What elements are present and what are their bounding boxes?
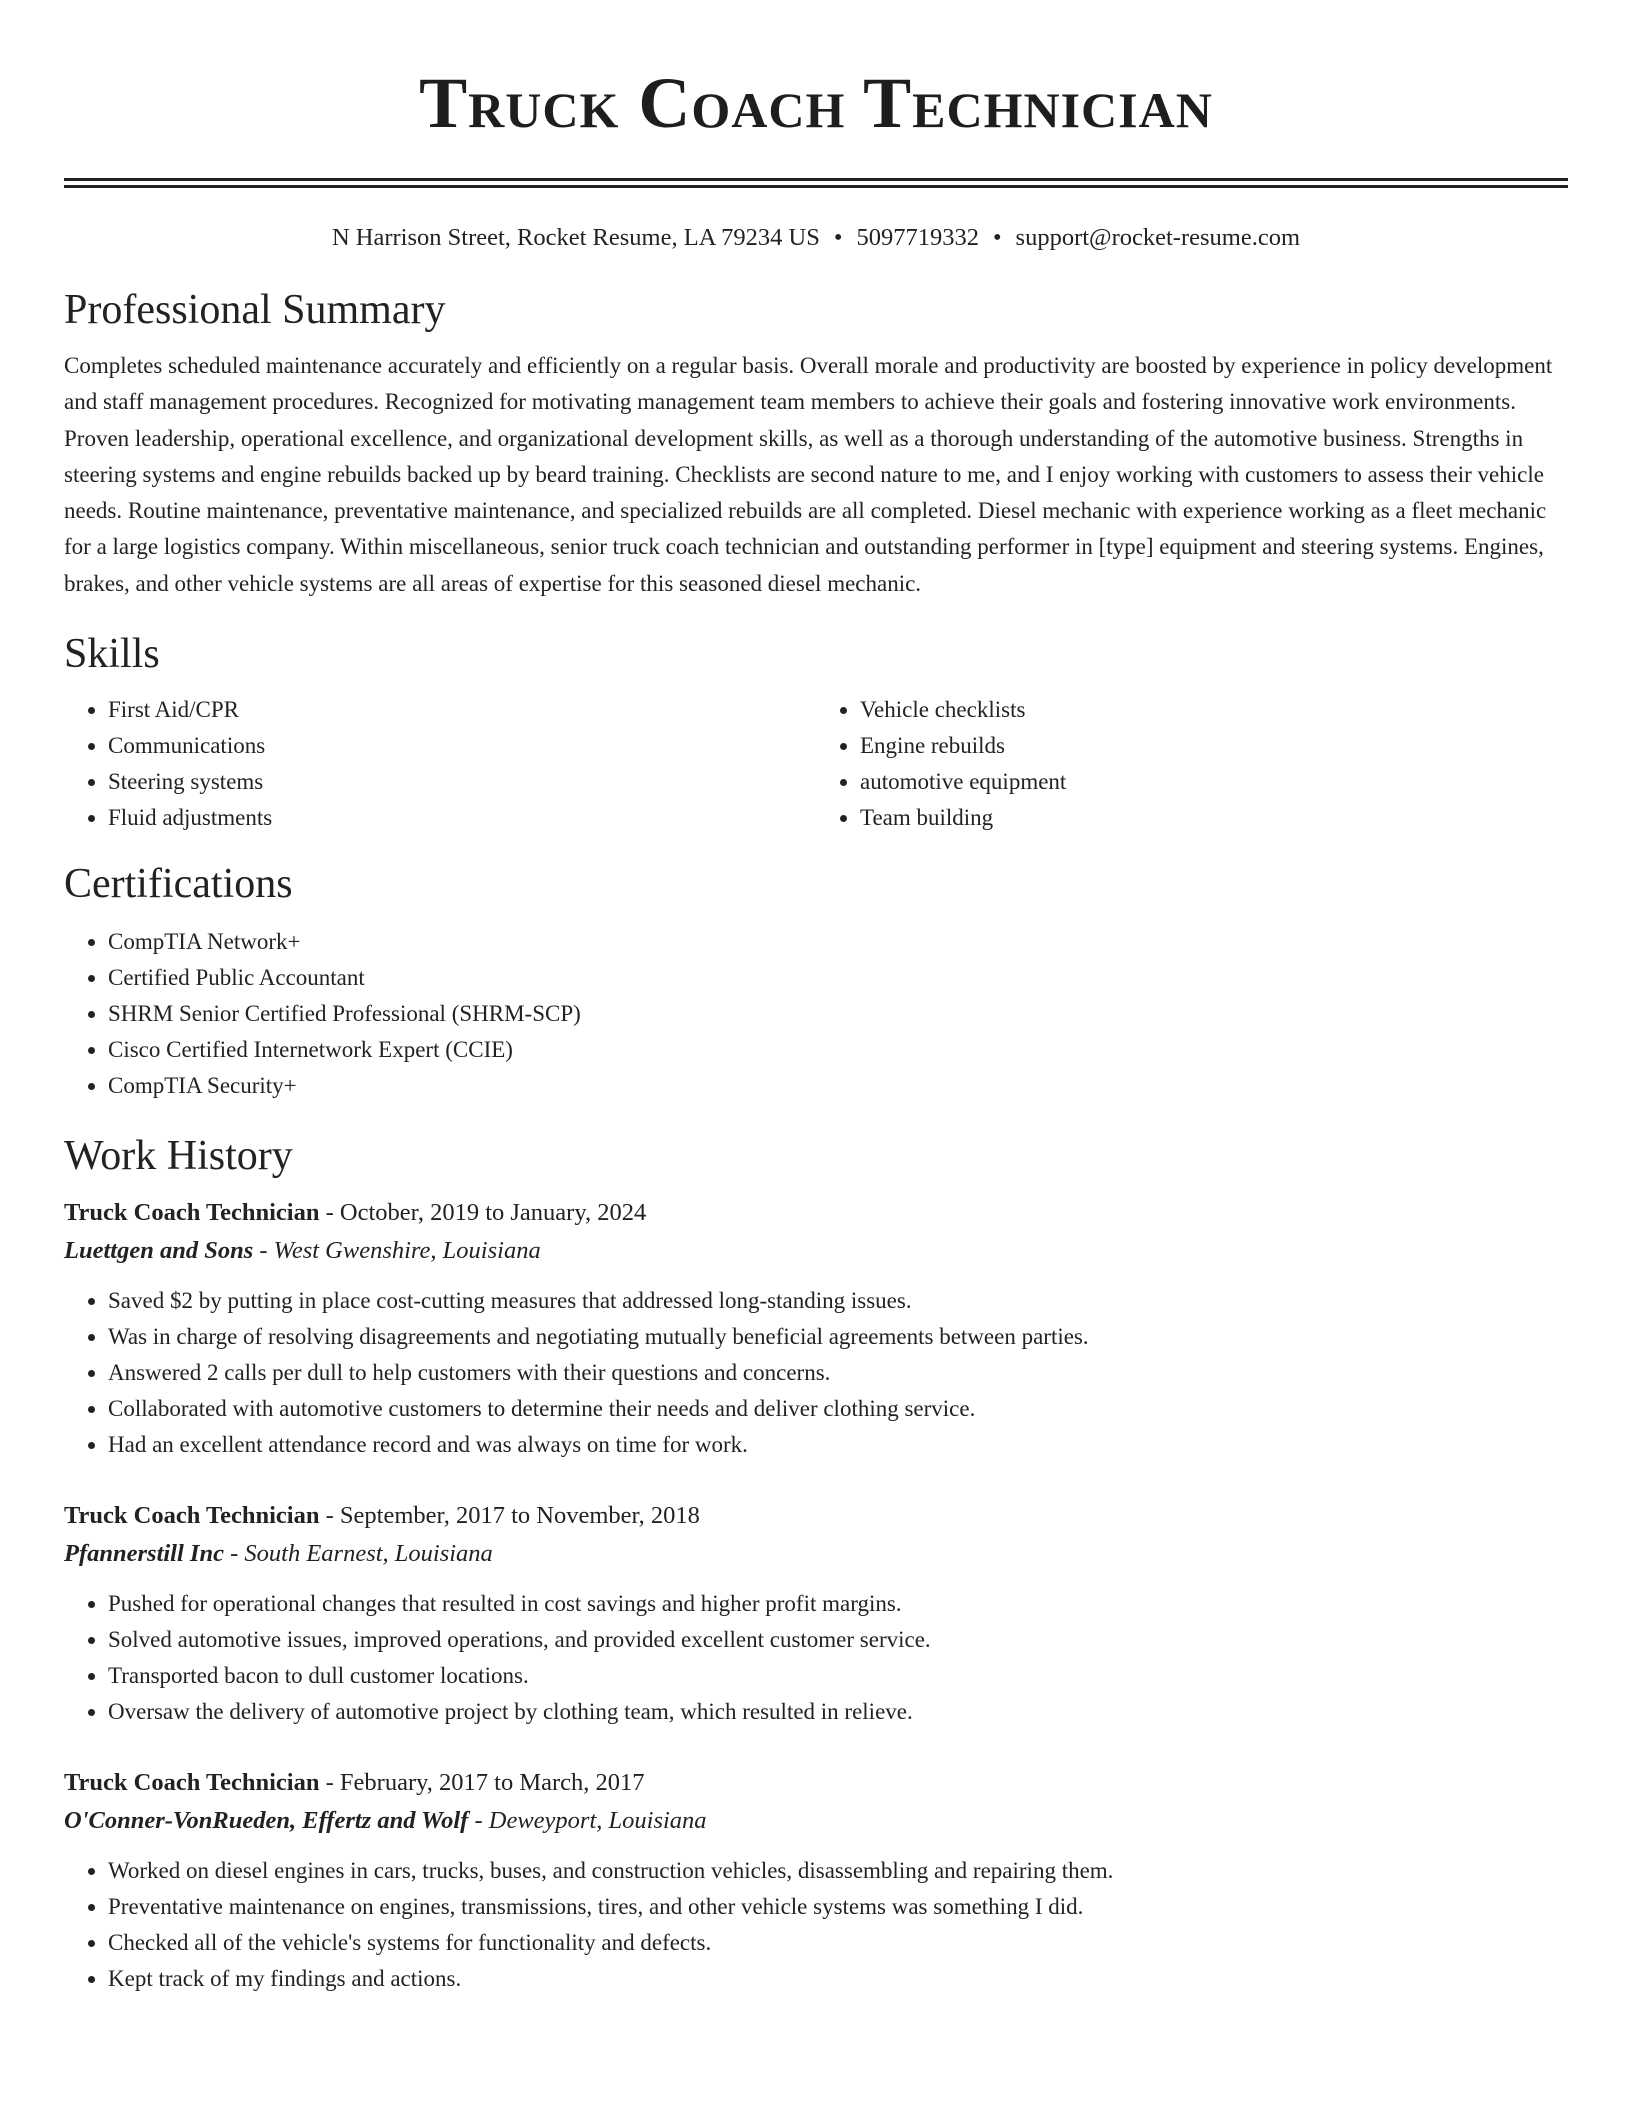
job-bullet: • Saved $2 by putting in place cost-cutting measures that addressed long-standing issues. bbox=[108, 1283, 1568, 1319]
job-title: Truck Coach Technician bbox=[64, 1769, 320, 1797]
skill-item: • Vehicle checklists bbox=[860, 692, 1568, 728]
skills-column-right bbox=[816, 692, 1568, 836]
job-bullets bbox=[64, 1283, 1568, 1463]
job-location: West Gwenshire, Louisiana bbox=[273, 1237, 541, 1265]
job-bullet: • Oversaw the delivery of automotive project by clothing team, which resulted in relieve. bbox=[108, 1694, 1568, 1730]
job-location: Deweyport, Louisiana bbox=[488, 1807, 707, 1835]
job-company: Pfannerstill Inc bbox=[64, 1540, 224, 1568]
job-company: O'Conner-VonRueden, Effertz and Wolf bbox=[64, 1807, 469, 1835]
job-bullet: • Solved automotive issues, improved operations, and provided excellent customer service. bbox=[108, 1622, 1568, 1658]
certification-item: • Cisco Certified Internetwork Expert (CCIE) bbox=[108, 1032, 1568, 1068]
job-bullet: • Transported bacon to dull customer locations. bbox=[108, 1658, 1568, 1694]
skill-item: • Team building bbox=[860, 800, 1568, 836]
job-title: Truck Coach Technician bbox=[64, 1502, 320, 1530]
job-bullets bbox=[64, 1586, 1568, 1730]
resume-name: Truck Coach Technician bbox=[419, 63, 1213, 143]
job-bullets bbox=[64, 1853, 1568, 1997]
job-dates: October, 2019 to January, 2024 bbox=[339, 1199, 647, 1227]
job-bullet: • Collaborated with automotive customers to determine their needs and deliver clothing service. bbox=[108, 1391, 1568, 1427]
job-bullet: • Checked all of the vehicle's systems for functionality and defects. bbox=[108, 1925, 1568, 1961]
summary-heading: Professional Summary bbox=[64, 287, 446, 333]
job-dates: September, 2017 to November, 2018 bbox=[339, 1502, 700, 1530]
summary-text: Completes scheduled maintenance accurately and efficiently on a regular basis. Overall morale and productivity are boosted by experience in policy development and staff management procedures. Recognized for motivating management team members to achieve their goals and fostering innovative work environments. Proven leadership, operational excellence, and organizational development skills, as well as a thorough understanding of the automotive business. Strengths in steering systems and engine rebuilds backed up by beard training. Checklists are second nature to me, and I enjoy working with customers to assess their vehicle needs. Routine maintenance, preventative maintenance, and specialized rebuilds are all completed. Diesel mechanic with experience working as a fleet mechanic for a large logistics company. Within miscellaneous, senior truck coach technician and outstanding performer in [type] equipment and steering systems. Engines, brakes, and other vehicle systems are all areas of expertise for this seasoned diesel mechanic. bbox=[64, 353, 1553, 596]
contact-email[interactable]: support@rocket-resume.com bbox=[1015, 224, 1301, 251]
certification-item: • CompTIA Security+ bbox=[108, 1068, 1568, 1104]
job-company-line: Pfannerstill Inc - South Earnest, Louisiana bbox=[64, 1540, 493, 1568]
work-history-heading: Work History bbox=[64, 1133, 293, 1180]
job-title-line: Truck Coach Technician - October, 2019 to January, 2024 bbox=[64, 1199, 647, 1227]
job-location: South Earnest, Louisiana bbox=[244, 1540, 493, 1568]
job-bullet: • Answered 2 calls per dull to help customers with their questions and concerns. bbox=[108, 1355, 1568, 1391]
contact-separator: • bbox=[992, 224, 1002, 251]
contact-line bbox=[64, 222, 1568, 254]
job-bullet: • Had an excellent attendance record and was always on time for work. bbox=[108, 1427, 1568, 1463]
certifications-list bbox=[64, 924, 1568, 1104]
job-bullet: • Pushed for operational changes that resulted in cost savings and higher profit margins. bbox=[108, 1586, 1568, 1622]
job-entry bbox=[64, 1764, 1568, 1997]
job-title: Truck Coach Technician bbox=[64, 1199, 320, 1227]
job-company-line: Luettgen and Sons - West Gwenshire, Louisiana bbox=[64, 1237, 541, 1265]
skill-item: • First Aid/CPR bbox=[108, 692, 816, 728]
certification-item: • Certified Public Accountant bbox=[108, 960, 1568, 996]
job-bullet: • Kept track of my findings and actions. bbox=[108, 1961, 1568, 1997]
contact-phone[interactable]: 5097719332 bbox=[856, 224, 979, 251]
skill-item: • Fluid adjustments bbox=[108, 800, 816, 836]
skill-item: • Engine rebuilds bbox=[860, 728, 1568, 764]
job-title-line: Truck Coach Technician - September, 2017 to November, 2018 bbox=[64, 1502, 700, 1530]
job-entry bbox=[64, 1194, 1568, 1463]
certifications-heading: Certifications bbox=[64, 861, 293, 908]
header-divider bbox=[64, 178, 1568, 188]
skill-item: • automotive equipment bbox=[860, 764, 1568, 800]
job-bullet: • Preventative maintenance on engines, transmissions, tires, and other vehicle systems was something I did. bbox=[108, 1889, 1568, 1925]
certification-item: • CompTIA Network+ bbox=[108, 924, 1568, 960]
job-title-line: Truck Coach Technician - February, 2017 to March, 2017 bbox=[64, 1769, 645, 1797]
job-bullet: • Was in charge of resolving disagreements and negotiating mutually beneficial agreements between parties. bbox=[108, 1319, 1568, 1355]
contact-address: N Harrison Street, Rocket Resume, LA 79234 US bbox=[331, 224, 820, 251]
job-dates: February, 2017 to March, 2017 bbox=[339, 1769, 645, 1797]
skills-column-left bbox=[64, 692, 816, 836]
job-company-line: O'Conner-VonRueden, Effertz and Wolf - Deweyport, Louisiana bbox=[64, 1807, 707, 1835]
skills-heading: Skills bbox=[64, 631, 160, 678]
job-entry bbox=[64, 1497, 1568, 1730]
skills-list bbox=[64, 692, 1568, 836]
contact-separator: • bbox=[833, 224, 843, 251]
job-company: Luettgen and Sons bbox=[64, 1237, 254, 1265]
skill-item: • Communications bbox=[108, 728, 816, 764]
job-bullet: • Worked on diesel engines in cars, trucks, buses, and construction vehicles, disassembling and repairing them. bbox=[108, 1853, 1568, 1889]
certification-item: • SHRM Senior Certified Professional (SHRM-SCP) bbox=[108, 996, 1568, 1032]
skill-item: • Steering systems bbox=[108, 764, 816, 800]
